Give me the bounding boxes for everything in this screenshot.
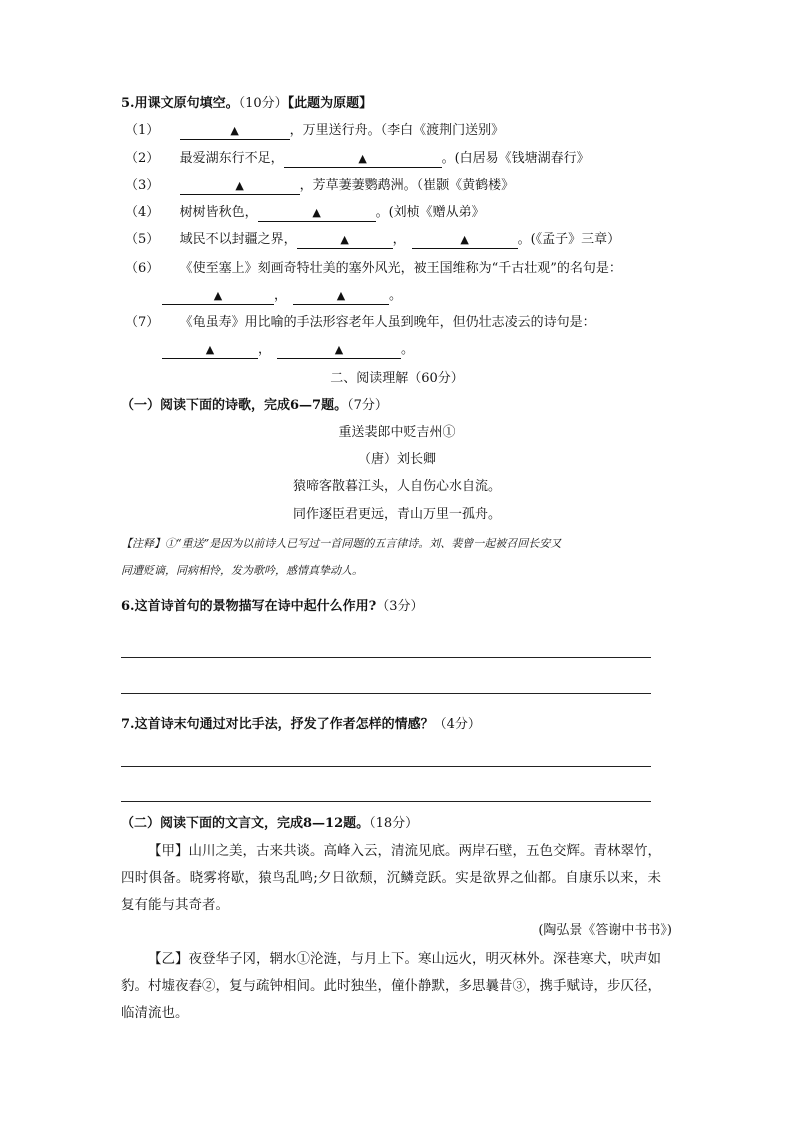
- item-number: （7）: [125, 315, 160, 330]
- item-number: （3）: [125, 178, 160, 193]
- item-number: （4）: [125, 205, 160, 220]
- answer-blank[interactable]: [293, 289, 389, 305]
- item-text: 最爱湖东行不足，: [179, 151, 284, 166]
- triangle-marker-icon: ▲: [205, 343, 215, 356]
- passage-jia: [121, 838, 661, 919]
- item-text: ，: [392, 232, 406, 247]
- poem-title: 重送裴郎中贬吉州①: [338, 425, 456, 440]
- poem-author: （唐）刘长卿: [357, 452, 436, 467]
- poem-line: 猿啼客散暮江头，人自伤心水自流。: [292, 479, 501, 494]
- answer-blank[interactable]: [180, 179, 300, 195]
- item-text: 。(白居易《钱塘湖春行》: [441, 151, 590, 166]
- answer-line[interactable]: [121, 693, 651, 694]
- poem-note: 【注释】①“重送”是因为以前诗人已写过一首同题的五言律诗。刘、裴曾一起被召回长安又: [121, 537, 562, 550]
- q5-item-6: [125, 260, 622, 278]
- passage-source: (陶弘景《答谢中书书》): [538, 923, 672, 938]
- item-text: 《使至塞上》刻画奇特壮美的塞外风光，被王国维称为“千古壮观”的名句是：: [179, 261, 622, 276]
- q5-header: [121, 95, 372, 113]
- section-title: 二、阅读理解（60分）: [330, 371, 464, 386]
- passage-yi-text: 【乙】夜登华子冈，辋水①沦涟，与月上下。寒山远火，明灭林外。深巷寒犬，吠声如豹。村墟夜舂②，复与疏钟相间。此时独坐，僮仆静默，多思曩昔③，携手赋诗，步仄径，临清流也。: [121, 951, 661, 1021]
- triangle-marker-icon: ▲: [460, 233, 469, 246]
- triangle-marker-icon: ▲: [334, 343, 344, 356]
- poem-line: 同作逐臣君更远，青山万里一孤舟。: [292, 507, 501, 522]
- q5-item-4: [125, 204, 485, 222]
- answer-blank[interactable]: [162, 289, 274, 305]
- q5-item-6-blanks: [162, 287, 402, 305]
- item-text: 树树皆秋色，: [179, 205, 258, 220]
- triangle-marker-icon: ▲: [336, 289, 346, 302]
- part2-header: [121, 815, 418, 833]
- poem-note: 同遭贬谪，同病相怜，发为歌吟，感情真挚动人。: [121, 564, 363, 577]
- item-text: ，: [274, 288, 288, 303]
- answer-blank[interactable]: [258, 206, 376, 222]
- item-text: 域民不以封疆之界，: [179, 232, 297, 247]
- q5-title: 5.用课文原句填空。: [121, 96, 239, 111]
- answer-line[interactable]: [121, 657, 651, 658]
- item-text: ，芳草萋萋鹦鹉洲。（崔颢《黄鹤楼》: [299, 178, 515, 193]
- triangle-marker-icon: ▲: [213, 289, 223, 302]
- item-text: ，: [258, 342, 272, 357]
- passage-yi: [121, 946, 661, 1027]
- triangle-marker-icon: ▲: [340, 233, 349, 246]
- part1-header: [121, 397, 388, 415]
- triangle-marker-icon: ▲: [312, 206, 321, 219]
- q5-tag: 【此题为原题】: [287, 96, 373, 111]
- q5-item-1: [125, 122, 504, 140]
- part2-title: （二）阅读下面的文言文，完成8—12题。: [121, 816, 370, 831]
- triangle-marker-icon: ▲: [230, 124, 239, 137]
- q6-title: 6.这首诗首句的景物描写在诗中起什么作用?: [121, 599, 377, 614]
- answer-blank[interactable]: [297, 233, 393, 249]
- part1-score: （7分）: [347, 398, 388, 413]
- item-number: （1）: [125, 123, 160, 138]
- answer-blank[interactable]: [412, 233, 518, 249]
- item-text: 。: [401, 342, 415, 357]
- q7-header: [121, 716, 481, 734]
- part2-score: （18分）: [369, 816, 419, 831]
- answer-line[interactable]: [121, 766, 651, 767]
- answer-blank[interactable]: [180, 124, 290, 140]
- item-text: ，万里送行舟。（李白《渡荆门送别》: [289, 123, 505, 138]
- q5-item-5: [125, 231, 620, 249]
- answer-blank[interactable]: [284, 152, 442, 168]
- item-text: 。(刘桢《赠从弟》: [375, 205, 485, 220]
- q5-item-3: [125, 177, 514, 195]
- answer-blank[interactable]: [162, 343, 258, 359]
- item-number: （2）: [125, 151, 160, 166]
- q5-item-7-blanks: [162, 341, 414, 359]
- q6-header: [121, 598, 423, 616]
- triangle-marker-icon: ▲: [235, 179, 244, 192]
- q5-item-2: [125, 150, 590, 168]
- q5-item-7: [125, 314, 596, 332]
- part1-title: （一）阅读下面的诗歌，完成6—7题。: [121, 398, 348, 413]
- item-text: 。(《孟子》三章）: [517, 232, 621, 247]
- q7-score: （4分）: [433, 717, 481, 732]
- q6-score: （3分）: [376, 599, 424, 614]
- item-text: 《龟虽寿》用比喻的手法形容老年人虽到晚年，但仍壮志凌云的诗句是：: [179, 315, 596, 330]
- q7-title: 7.这首诗末句通过对比手法，抒发了作者怎样的情感？: [121, 717, 434, 732]
- item-text: 。: [389, 288, 403, 303]
- item-number: （5）: [125, 232, 160, 247]
- triangle-marker-icon: ▲: [358, 152, 367, 165]
- item-number: （6）: [125, 261, 160, 276]
- q5-score: （10分）: [238, 96, 288, 111]
- answer-line[interactable]: [121, 801, 651, 802]
- answer-blank[interactable]: [277, 343, 401, 359]
- passage-jia-text: 【甲】山川之美，古来共谈。高峰入云，清流见底。两岸石壁，五色交辉。青林翠竹，四时俱备。晓雾将歇，猿鸟乱鸣;夕日欲颓，沉鳞竞跃。实是欲界之仙都。自康乐以来，未复有能与其奇者。: [121, 843, 661, 913]
